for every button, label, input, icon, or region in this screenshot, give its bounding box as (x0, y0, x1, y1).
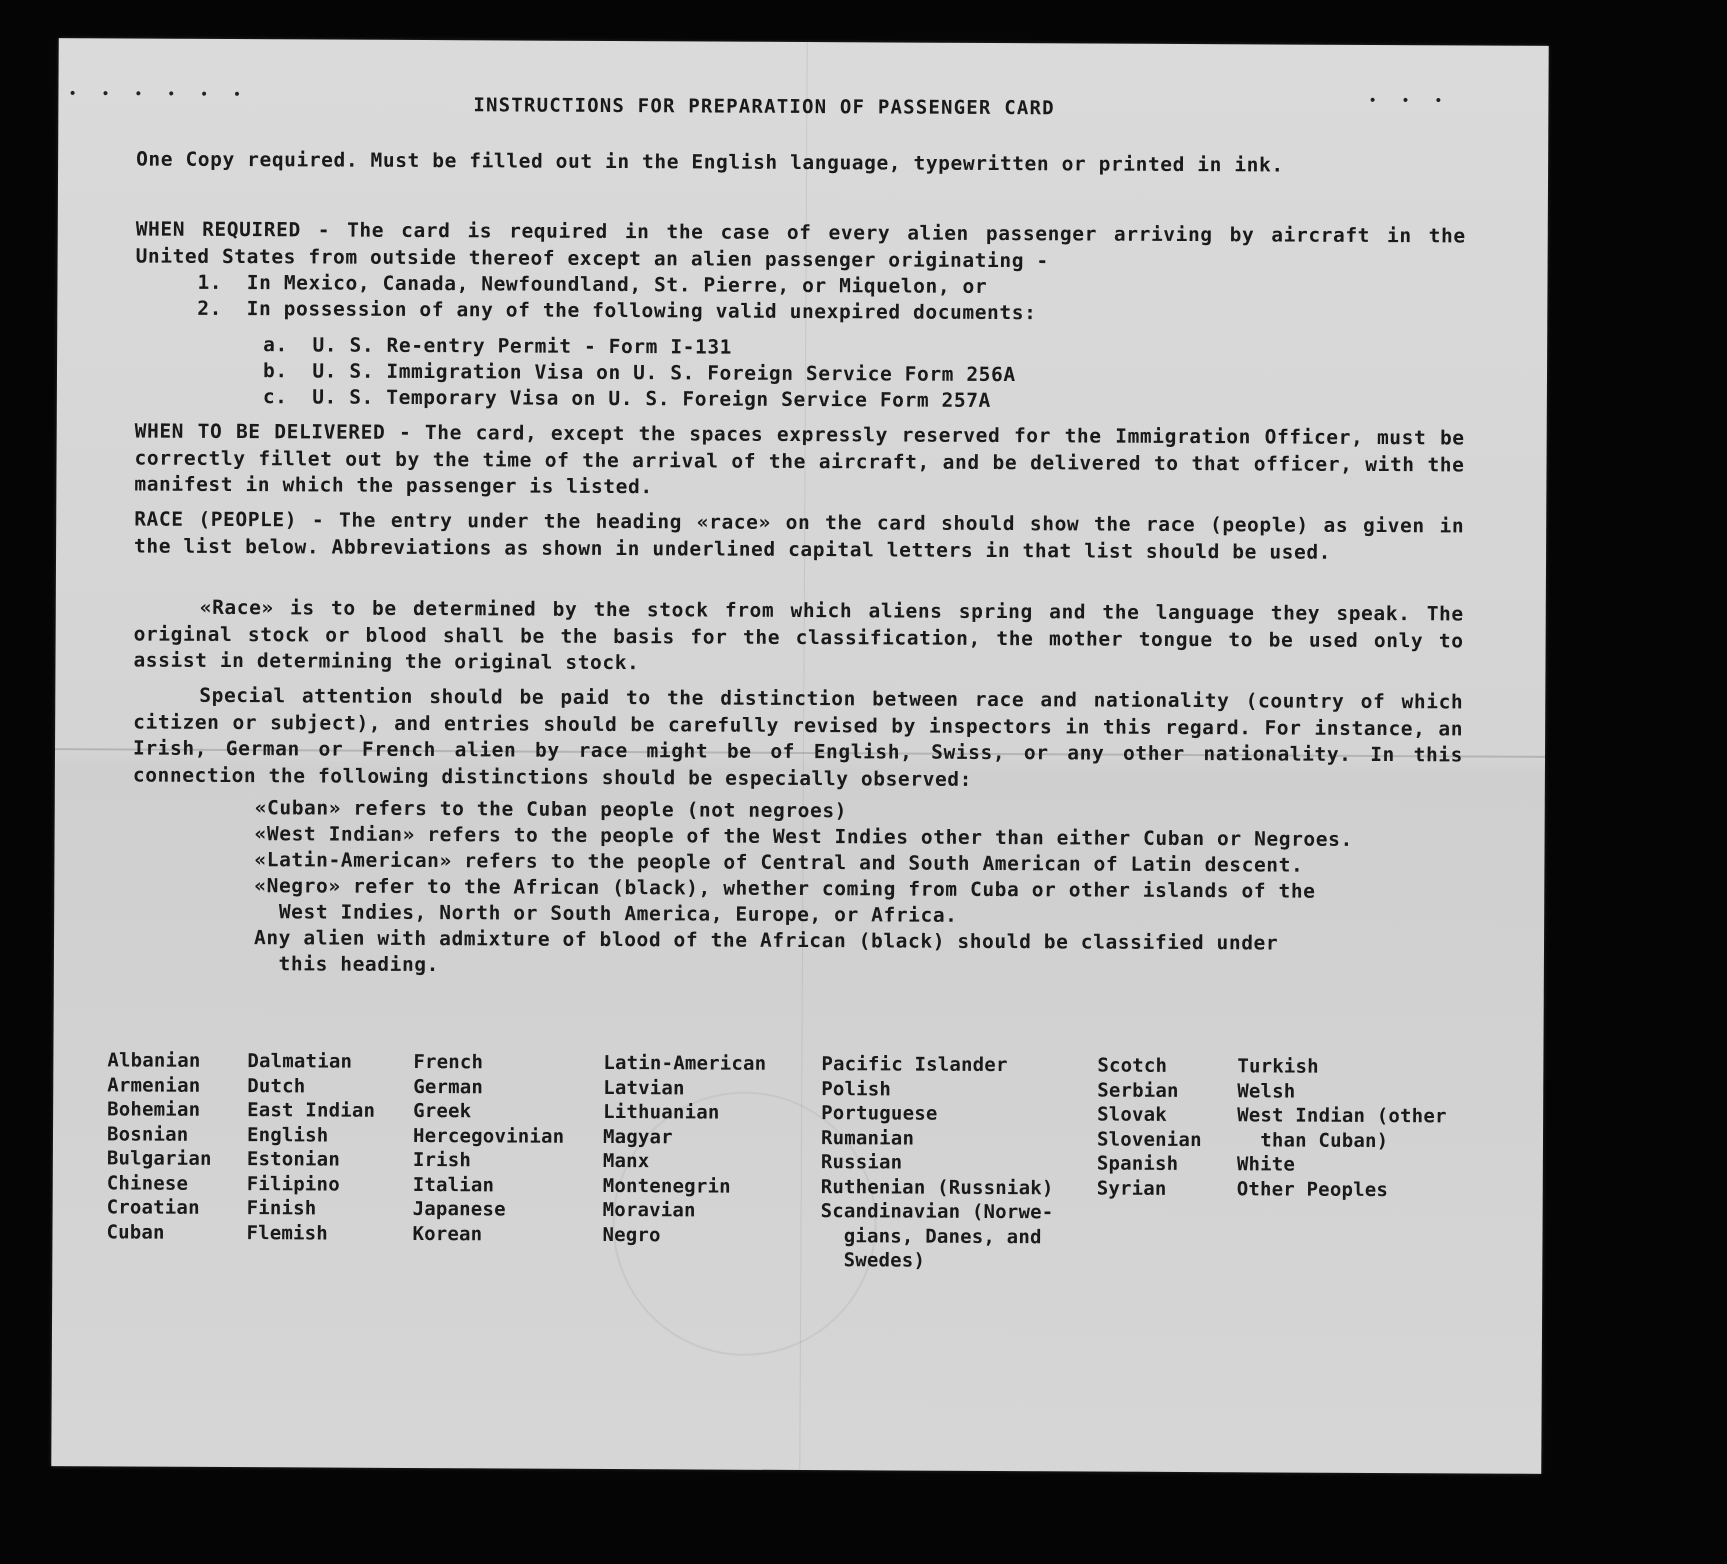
race-item: Armenian (107, 1073, 201, 1097)
race-column-2 (246, 1049, 375, 1246)
race-item: Japanese (412, 1197, 506, 1221)
race-item: Syrian (1096, 1177, 1167, 1200)
race-item: Polish (821, 1077, 892, 1100)
distinction-line: this heading. (253, 952, 440, 977)
distinction-line: «Negro» refer to the African (black), whether coming from Cuba or other islands of the (254, 874, 1316, 903)
race-item: Flemish (246, 1221, 329, 1245)
race-item: Montenegrin (602, 1174, 731, 1198)
margin-specks-right: • • • (1368, 92, 1451, 110)
special-attention-paragraph: Special attention should be paid to the distinction between race and nationality (country of which citizen or subject), and entries should be carefully revised by inspectors in this regard. For instance, an Irish, German or French alien by race might be of English, Swiss, or any other nationality. In this connection the following distinctions should be especially observed: (132, 683, 1476, 791)
race-item: than Cuban) (1236, 1128, 1389, 1152)
race-item: Slovak (1097, 1103, 1168, 1126)
race-column-6 (1097, 1054, 1203, 1202)
race-item: West Indian (other (1237, 1104, 1447, 1128)
race-item: Rumanian (820, 1126, 915, 1150)
race-item: Korean (412, 1222, 483, 1245)
distinction-line: «West Indian» refers to the people of the West Indies other than either Cuban or Negroes. (254, 822, 1353, 851)
race-column-4 (602, 1051, 766, 1248)
race-column-1 (106, 1048, 212, 1245)
margin-specks-left: • • • • • • (68, 86, 250, 104)
race-item: Negro (602, 1223, 661, 1246)
race-item: Serbian (1097, 1079, 1179, 1102)
race-item: Scandinavian (Norwe- (820, 1200, 1054, 1224)
when-required-paragraph: WHEN REQUIRED - The card is required in the case of every alien passenger arriving by aircraft in the United States from outside thereof except an alien passenger originating - (135, 217, 1479, 272)
race-item: Finish (246, 1197, 317, 1220)
race-item: Bosnian (106, 1122, 189, 1146)
race-item: German (413, 1075, 484, 1098)
race-item: Chinese (106, 1171, 189, 1195)
document-page (51, 38, 1548, 1474)
sub-list-item: a. U. S. Re-entry Permit - Form I-131 (263, 333, 733, 359)
race-item: Swedes) (820, 1249, 926, 1272)
race-item: Dalmatian (247, 1050, 353, 1073)
race-item: Estonian (246, 1148, 341, 1171)
list-item: 1. In Mexico, Canada, Newfoundland, St. Pierre, or Miquelon, or (197, 270, 988, 298)
race-item: Russian (820, 1151, 903, 1174)
race-item: Spanish (1096, 1152, 1179, 1175)
distinction-line: Any alien with admixture of blood of the African (black) should be classified under (253, 926, 1279, 955)
race-item: Filipino (246, 1172, 340, 1196)
race-item: Croatian (106, 1196, 200, 1219)
sub-list-item: b. U. S. Immigration Visa on U. S. Foreign Service Form 256A (262, 359, 1016, 387)
race-item: Scotch (1097, 1054, 1168, 1077)
race-item: Portuguese (821, 1102, 938, 1125)
race-item: Moravian (602, 1198, 696, 1222)
when-delivered-paragraph: WHEN TO BE DELIVERED - The card, except the spaces expressly reserved for the Immigration Officer, must be correctly fillet out by the time of the arrival of the aircraft, and be delivered to that officer, with the manifest in which the passenger is listed. (134, 419, 1478, 499)
race-column-5 (820, 1052, 1054, 1274)
distinction-line: «Cuban» refers to the Cuban people (not negroes) (254, 796, 848, 823)
race-stock-paragraph: «Race» is to be determined by the stock from which aliens spring and the language they speak. The original stock or blood shall be the basis for the classification, the mother tongue to be used only to assist in determining the original stock. (133, 595, 1477, 675)
sub-list-item: c. U. S. Temporary Visa on U. S. Foreign Service Form 257A (262, 385, 991, 412)
race-people-paragraph: RACE (PEOPLE) - The entry under the heading «race» on the card should show the race (people) as given in the list below. Abbreviations as shown in underlined capital letters in that list should be used. (134, 507, 1477, 564)
distinction-line: West Indies, North or South America, Europe, or Africa. (254, 900, 958, 927)
race-item: Dutch (247, 1074, 306, 1097)
intro-paragraph: One Copy required. Must be filled out in the English language, typewritten or printed in ink. (136, 147, 1284, 177)
race-column-7 (1237, 1054, 1447, 1202)
race-column-3 (412, 1050, 564, 1247)
distinction-line: «Latin-American» refers to the people of Central and South American of Latin descent. (254, 848, 1304, 877)
race-item: Albanian (107, 1049, 201, 1072)
race-item: Hercegovinian (412, 1124, 565, 1148)
race-item: Latvian (603, 1076, 685, 1099)
race-item: Cuban (106, 1220, 165, 1244)
race-item: East Indian (247, 1099, 376, 1122)
race-item: Welsh (1237, 1079, 1296, 1103)
race-item: gians, Danes, and (820, 1224, 1042, 1248)
page-title: INSTRUCTIONS FOR PREPARATION OF PASSENGER CARD (473, 94, 1055, 120)
race-item: Lithuanian (603, 1100, 720, 1124)
race-item: Turkish (1237, 1055, 1319, 1078)
race-item: Manx (602, 1149, 650, 1173)
race-item: Ruthenian (Russniak) (820, 1175, 1054, 1199)
race-item: Italian (412, 1173, 495, 1196)
list-item: 2. In possession of any of the following valid unexpired documents: (197, 296, 1037, 325)
race-item: French (413, 1050, 484, 1074)
race-item: Magyar (602, 1125, 673, 1148)
race-item: Bohemian (107, 1098, 201, 1121)
race-item: English (246, 1123, 329, 1147)
instructions-text (51, 38, 1548, 1474)
race-item: White (1236, 1153, 1296, 1176)
race-item: Latin-American (603, 1051, 767, 1075)
race-item: Bulgarian (106, 1147, 212, 1170)
race-item: Irish (412, 1148, 472, 1172)
race-item: Greek (413, 1099, 472, 1123)
race-item: Pacific Islander (821, 1053, 1008, 1077)
race-item: Other Peoples (1236, 1177, 1389, 1201)
race-item: Slovenian (1096, 1128, 1202, 1151)
